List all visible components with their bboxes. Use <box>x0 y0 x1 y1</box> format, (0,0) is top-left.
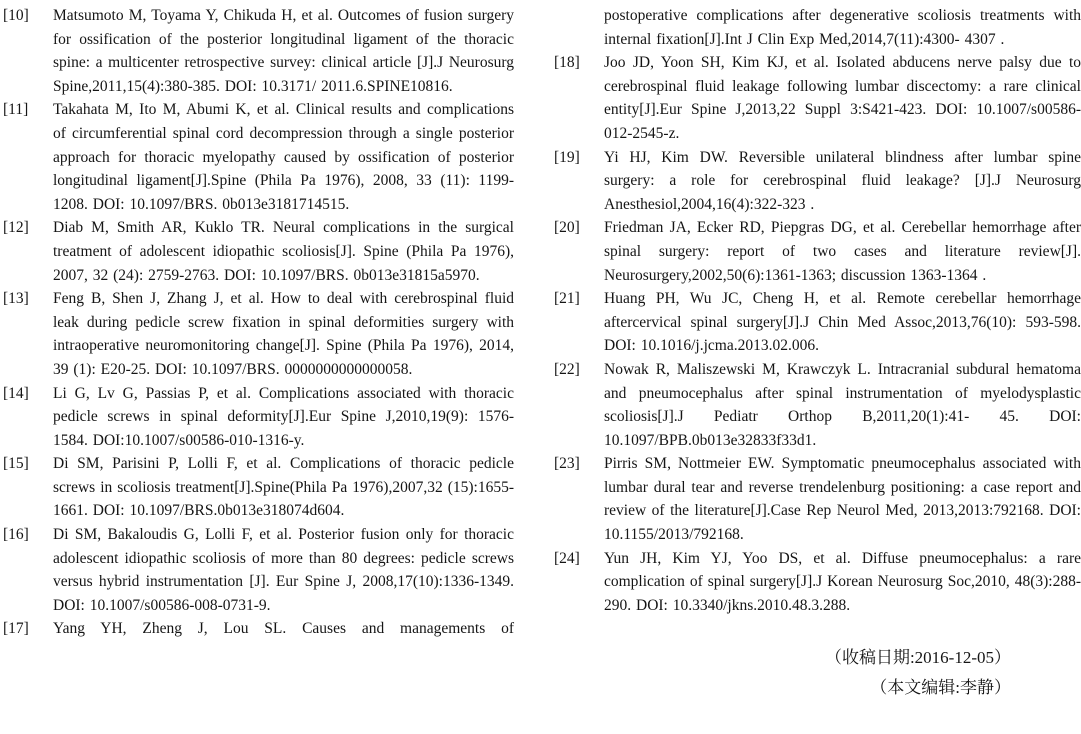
reference-entry-continuation <box>554 4 1081 51</box>
editor-note: （本文编辑:李静） <box>870 678 1011 698</box>
reference-number: [16] <box>3 526 29 544</box>
reference-entry <box>3 523 514 617</box>
reference-number: [18] <box>554 54 580 72</box>
reference-number: [21] <box>554 290 580 308</box>
reference-entry-truncated <box>3 617 514 641</box>
reference-number: [24] <box>554 549 580 567</box>
reference-text: Takahata M, Ito M, Abumi K, et al. Clinical results and complications of circumferential spinal cord decompression through a single posterior approach for thoracic myelopathy caused by ossification of posterior longitudinal ligament[J].Spine (Phila Pa 1976), 2008, 33 (11): 1199-1208. DOI: 10.1097/BRS. 0b013e3181714515. <box>53 101 514 213</box>
reference-number: [17] <box>3 620 29 638</box>
reference-text: Matsumoto M, Toyama Y, Chikuda H, et al. Outcomes of fusion surgery for ossification of the posterior longitudinal ligament of the thoracic spine: a multicenter retrospective survey: clinical article [J].J Neurosurg Spine,2011,15(4):380-385. DOI: 10.3171/ 2011.6.SPINE10816. <box>53 7 514 95</box>
reference-text: postoperative complications after degenerative scoliosis treatments with internal fixation[J].Int J Clin Exp Med,2014,7(11):4300- 4307 . <box>604 7 1081 48</box>
reference-number: [10] <box>3 7 29 24</box>
article-footer <box>554 643 1081 703</box>
reference-entry <box>3 98 514 216</box>
reference-text: Di SM, Parisini P, Lolli F, et al. Complications of thoracic pedicle screws in scoliosis treatment[J].Spine(Phila Pa 1976),2007,32 (15):1655-1661. DOI: 10.1097/BRS.0b013e318074d604. <box>53 455 514 520</box>
reference-text: Nowak R, Maliszewski M, Krawczyk L. Intracranial subdural hematoma and pneumocephalus after spinal instrumentation of myelodysplastic scoliosis[J].J Pediatr Orthop B,2011,20(1):41- 45. DOI: 10.1097/BPB.0b013e32833f33d1. <box>604 360 1081 449</box>
reference-entry <box>554 287 1081 358</box>
reference-text: Joo JD, Yoon SH, Kim KJ, et al. Isolated abducens nerve palsy due to cerebrospinal fluid leakage following lumbar discectomy: a rare clinical entity[J].Eur Spine J,2013,22 Suppl 3:S421-423. DOI: 10.1007/s00586-012-2545-z. <box>604 54 1081 142</box>
reference-text: Pirris SM, Nottmeier EW. Symptomatic pneumocephalus associated with lumbar dural tear and reverse trendelenburg positioning: a case report and review of the literature[J].Case Rep Neurol Med, 2013,2013:792168. DOI: 10.1155/2013/792168. <box>604 455 1081 544</box>
reference-entry <box>3 452 514 523</box>
reference-entry <box>3 287 514 381</box>
received-date: （收稿日期:2016-12-05） <box>824 648 1011 668</box>
reference-number: [14] <box>3 384 29 402</box>
reference-entry <box>3 382 514 453</box>
reference-text: Li G, Lv G, Passias P, et al. Complications associated with thoracic pedicle screws in spinal deformity[J].Eur Spine J,2010,19(9): 1576-1584. DOI:10.1007/s00586-010-1316-y. <box>53 384 514 449</box>
reference-number: [11] <box>3 101 29 119</box>
references-column-left <box>3 4 514 641</box>
reference-number: [22] <box>554 360 580 378</box>
reference-text: Huang PH, Wu JC, Cheng H, et al. Remote cerebellar hemorrhage aftercervical spinal surgery[J].J Chin Med Assoc,2013,76(10): 593-598. DOI: 10.1016/j.jcma.2013.02.006. <box>604 290 1081 355</box>
reference-number: [15] <box>3 455 29 473</box>
reference-text: Diab M, Smith AR, Kuklo TR. Neural complications in the surgical treatment of adolescent idiopathic scoliosis[J]. Spine (Phila Pa 1976), 2007, 32 (24): 2759-2763. DOI: 10.1097/BRS. 0b013e31815a5970. <box>53 219 514 284</box>
reference-text: Yi HJ, Kim DW. Reversible unilateral blindness after lumbar spine surgery: a role for cerebrospinal fluid leakage? [J].J Neurosurg Anesthesiol,2004,16(4):322-323 . <box>604 148 1081 213</box>
reference-entry <box>554 452 1081 546</box>
reference-number: [13] <box>3 290 29 308</box>
references-column-right <box>554 4 1081 703</box>
reference-text: Feng B, Shen J, Zhang J, et al. How to deal with cerebrospinal fluid leak during pedicle screw fixation in spinal deformities surgery with intraoperative neuromonitoring change[J]. Spine (Phila Pa 1976), 2014, 39 (1): E20-25. DOI: 10.1097/BRS. 0000000000000058. <box>53 290 514 378</box>
reference-number: [20] <box>554 219 580 237</box>
reference-text: Yun JH, Kim YJ, Yoo DS, et al. Diffuse pneumocephalus: a rare complication of spinal surgery[J].J Korean Neurosurg Soc,2010, 48(3):288-290. DOI: 10.3340/jkns.2010.48.3.288. <box>604 549 1081 614</box>
reference-entry <box>554 146 1081 217</box>
reference-entry <box>554 547 1081 618</box>
reference-text: Di SM, Bakaloudis G, Lolli F, et al. Posterior fusion only for thoracic adolescent idiopathic scoliosis of more than 80 degrees: pedicle screws versus hybrid instrumentation [J]. Eur Spine J, 2008,17(10):1336-1349. DOI: 10.1007/s00586-008-0731-9. <box>53 526 514 614</box>
reference-number: [23] <box>554 455 580 473</box>
reference-entry <box>3 216 514 287</box>
reference-number: [19] <box>554 148 580 166</box>
reference-entry <box>3 4 514 98</box>
reference-entry <box>554 358 1081 452</box>
reference-entry <box>554 51 1081 145</box>
reference-text: Yang YH, Zheng J, Lou SL. Causes and managements of <box>53 620 514 638</box>
reference-entry <box>554 216 1081 287</box>
reference-number: [12] <box>3 219 29 237</box>
reference-text: Friedman JA, Ecker RD, Piepgras DG, et al. Cerebellar hemorrhage after spinal surgery: report of two cases and literature review[J]. Neurosurgery,2002,50(6):1361-1363; discussion 1363-1364 . <box>604 219 1081 284</box>
